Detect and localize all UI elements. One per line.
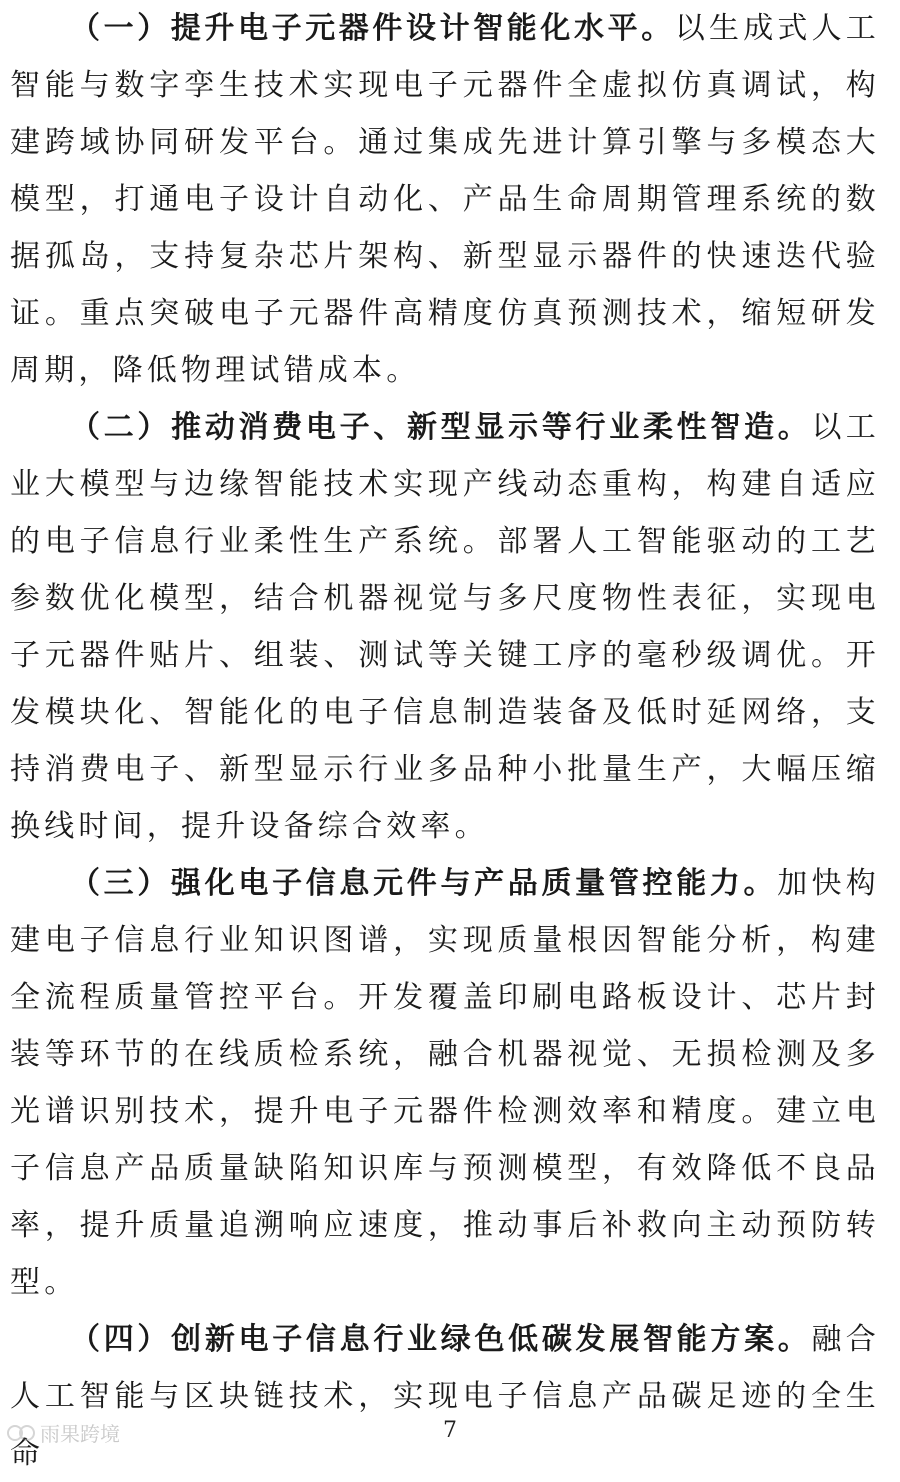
document-body bbox=[10, 0, 880, 1482]
paragraph-2 bbox=[10, 399, 880, 855]
paragraph-3 bbox=[10, 855, 880, 1311]
paragraph-3-heading: （三）强化电子信息元件与产品质量管控能力。 bbox=[70, 866, 778, 901]
paragraph-1-body: 以生成式人工智能与数字孪生技术实现电子元器件全虚拟仿真调试，构建跨域协同研发平台。通过集成先进计算引擎与多模态大模型，打通电子设计自动化、产品生命周期管理系统的数据孤岛，支持复杂芯片架构、新型显示器件的快速迭代验证。重点突破电子元器件高精度仿真预测技术，缩短研发周期，降低物理试错成本。 bbox=[10, 11, 881, 388]
paragraph-4 bbox=[10, 1311, 880, 1482]
paragraph-4-heading: （四）创新电子信息行业绿色低碳发展智能方案。 bbox=[70, 1322, 812, 1357]
watermark-text: 雨果跨境 bbox=[40, 1422, 120, 1446]
paragraph-4-body: 融合人工智能与区块链技术，实现电子信息产品碳足迹的全生命 bbox=[10, 1322, 881, 1471]
paragraph-1-heading: （一）提升电子元器件设计智能化水平。 bbox=[70, 11, 675, 46]
page-number: 7 bbox=[443, 1418, 457, 1443]
paragraph-3-body: 加快构建电子信息行业知识图谱，实现质量根因智能分析，构建全流程质量管控平台。开发覆盖印刷电路板设计、芯片封装等环节的在线质检系统，融合机器视觉、无损检测及多光谱识别技术，提升电子元器件检测效率和精度。建立电子信息产品质量缺陷知识库与预测模型，有效降低不良品率，提升质量追溯响应速度，推动事后补救向主动预防转型。 bbox=[10, 866, 880, 1300]
paragraph-1 bbox=[10, 0, 880, 399]
paragraph-2-body: 以工业大模型与边缘智能技术实现产线动态重构，构建自适应的电子信息行业柔性生产系统。部署人工智能驱动的工艺参数优化模型，结合机器视觉与多尺度物性表征，实现电子元器件贴片、组装、测试等关键工序的毫秒级调优。开发模块化、智能化的电子信息制造装备及低时延网络，支持消费电子、新型显示行业多品种小批量生产，大幅压缩换线时间，提升设备综合效率。 bbox=[10, 410, 881, 844]
paragraph-2-heading: （二）推动消费电子、新型显示等行业柔性智造。 bbox=[70, 410, 812, 445]
